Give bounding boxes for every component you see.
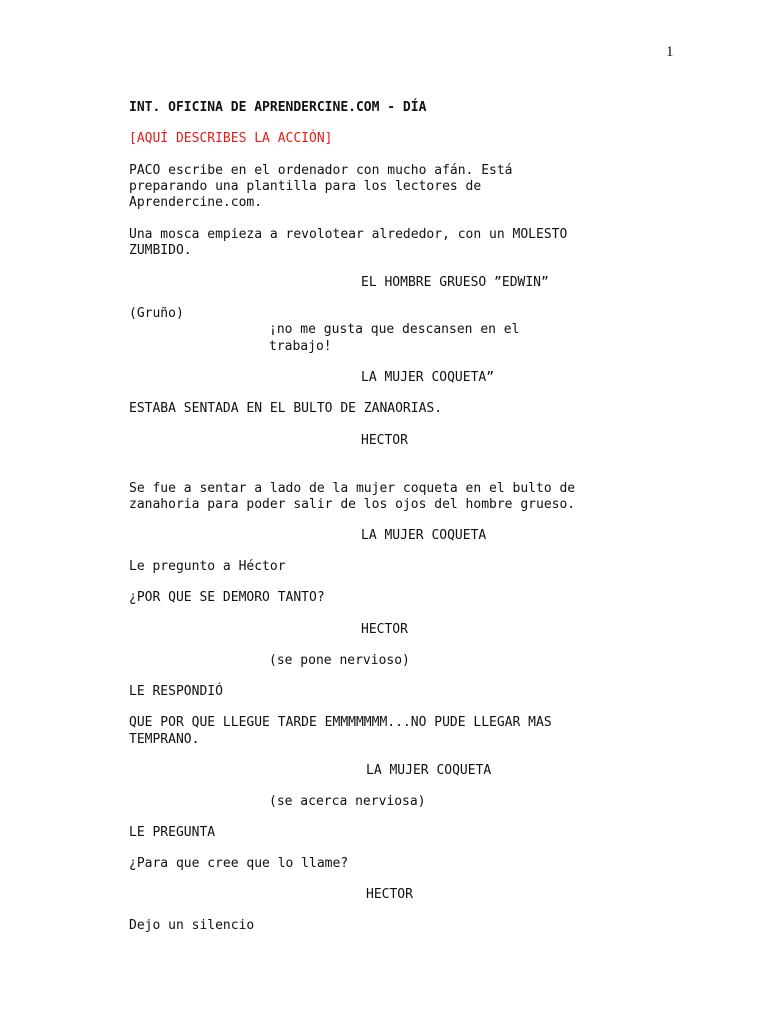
action-line: PACO escribe en el ordenador con mucho afán. Está bbox=[129, 163, 513, 178]
character-name: LA MUJER COQUETA” bbox=[361, 370, 495, 385]
action-line: Una mosca empieza a revolotear alrededor, con un MOLESTO bbox=[129, 227, 568, 242]
character-name: LA MUJER COQUETA bbox=[366, 763, 492, 778]
action-line: zanahoria para poder salir de los ojos del hombre grueso. bbox=[129, 497, 576, 512]
character-name: EL HOMBRE GRUESO ”EDWIN” bbox=[361, 275, 549, 290]
action-line: Dejo un silencio bbox=[129, 918, 255, 933]
page-number: 1 bbox=[666, 44, 674, 60]
character-name: LA MUJER COQUETA bbox=[361, 528, 487, 543]
action-note: [AQUÍ DESCRIBES LA ACCIÓN] bbox=[129, 131, 333, 146]
action-line: Le pregunto a Héctor bbox=[129, 559, 286, 574]
dialogue-line: ¡no me gusta que descansen en el bbox=[269, 322, 520, 337]
action-line: ¿Para que cree que lo llame? bbox=[129, 856, 349, 871]
scene-heading: INT. OFICINA DE APRENDERCINE.COM - DÍA bbox=[129, 100, 427, 115]
action-line: LE RESPONDIÓ bbox=[129, 684, 223, 699]
action-line: LE PREGUNTA bbox=[129, 825, 216, 840]
dialogue-line: trabajo! bbox=[269, 339, 332, 354]
action-line: ESTABA SENTADA EN EL BULTO DE ZANAORIAS. bbox=[129, 401, 443, 416]
character-name: HECTOR bbox=[366, 887, 413, 902]
action-line: Aprendercine.com. bbox=[129, 195, 263, 210]
parenthetical: (se pone nervioso) bbox=[269, 653, 410, 668]
action-line: QUE POR QUE LLEGUE TARDE EMMMMMMM...NO PUDE LLEGAR MAS bbox=[129, 715, 552, 730]
action-line: ¿POR QUE SE DEMORO TANTO? bbox=[129, 590, 325, 605]
parenthetical: (se acerca nerviosa) bbox=[269, 794, 426, 809]
action-line: TEMPRANO. bbox=[129, 732, 200, 747]
character-name: HECTOR bbox=[361, 622, 408, 637]
action-line: Se fue a sentar a lado de la mujer coqueta en el bulto de bbox=[129, 481, 576, 496]
parenthetical: (Gruño) bbox=[129, 306, 184, 321]
character-name: HECTOR bbox=[361, 433, 408, 448]
action-line: preparando una plantilla para los lectores de bbox=[129, 179, 482, 194]
action-line: ZUMBIDO. bbox=[129, 243, 192, 258]
